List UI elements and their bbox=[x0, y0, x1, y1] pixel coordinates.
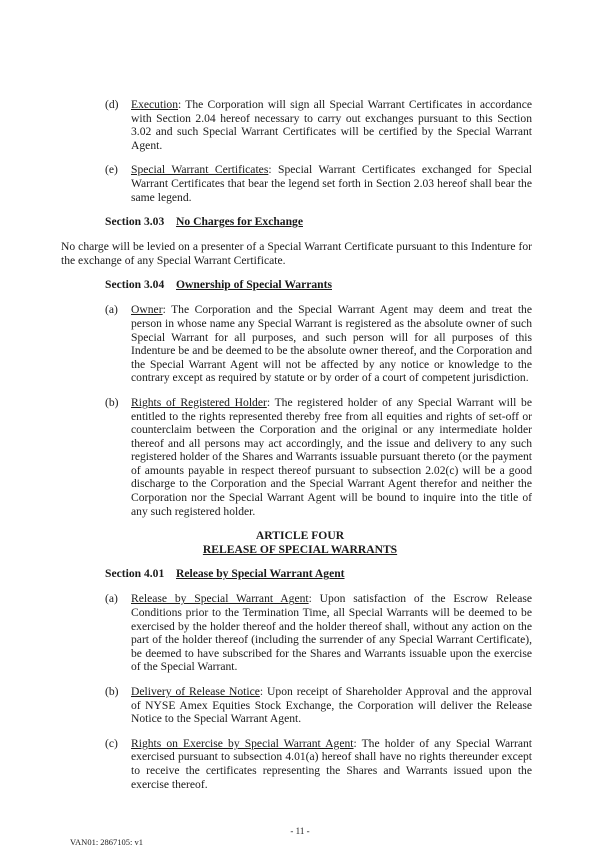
page-footer bbox=[61, 826, 532, 856]
clause-label: (e) bbox=[105, 163, 118, 177]
clause-label: (c) bbox=[105, 736, 118, 750]
clause-text: : The Corporation and the Special Warrant Agent may deem and treat the person in whose name any Special Warrant is registered as the absolute owner of such Special Warrant for all purposes, and such person will for all purposes of this Indenture be and be deemed to be the absolute owner thereof, and the Corporation and the Special Warrant Agent will not be affected by any notice or knowledge to the contrary except as required by statute or by order of a court of competent jurisdiction. bbox=[131, 303, 532, 385]
clause-a-owner bbox=[105, 303, 532, 385]
clause-b-delivery-of-release-notice bbox=[105, 685, 532, 726]
clause-text: : The registered holder of any Special Warrant will be entitled to the rights represented thereby free from all equities and rights of set-off or counterclaim between the Corporation and the original or any intermediate holder thereof and all persons may act accordingly, and the issue and delivery to any such registered holder of the Shares and Warrants issuable pursuant thereto (or the payment of amounts payable in respect thereof pursuant to subsection 2.02(c) will be a good discharge to the Corporation and the Special Warrant Agent therefor and neither the Corporation nor the Special Warrant Agent will be bound to inquire into the title of any such registered holder. bbox=[131, 395, 532, 518]
clause-label: (b) bbox=[105, 685, 119, 698]
section-3-03-heading bbox=[105, 215, 532, 229]
clause-text: : The holder of any Special Warrant exercised pursuant to subsection 4.01(a) hereof shall have no rights thereunder except to receive the certificates representing the Shares and Warrants issued upon the exercise thereof. bbox=[131, 736, 532, 791]
section-3-04-heading bbox=[105, 278, 532, 292]
section-number: Section 3.03 bbox=[105, 215, 165, 229]
clause-text: : Upon receipt of Shareholder Approval and the approval of NYSE Amex Equities Stock Exchange, the Corporation will deliver the Release Notice to the Special Warrant Agent. bbox=[131, 685, 532, 726]
section-3-03-body: No charge will be levied on a presenter of a Special Warrant Certificate pursuant to this Indenture for the exchange of any Special Warrant Certificate. bbox=[61, 240, 532, 267]
clause-e-special-warrant-certificates bbox=[105, 163, 532, 204]
clause-heading: Owner bbox=[131, 303, 163, 317]
clause-heading: Execution bbox=[131, 98, 179, 111]
section-number: Section 4.01 bbox=[105, 567, 165, 581]
clause-heading: Rights of Registered Holder bbox=[131, 395, 267, 409]
clause-label: (d) bbox=[105, 98, 119, 111]
clause-heading: Delivery of Release Notice bbox=[131, 685, 260, 698]
section-4-01-heading bbox=[105, 567, 532, 581]
clause-label: (b) bbox=[105, 395, 119, 409]
clause-heading: Special Warrant Certificates bbox=[131, 163, 269, 177]
clause-label: (a) bbox=[105, 303, 118, 317]
clause-d-execution bbox=[105, 98, 532, 152]
article-number: ARTICLE FOUR bbox=[255, 529, 345, 543]
clause-heading: Release by Special Warrant Agent bbox=[131, 592, 309, 606]
section-title: Ownership of Special Warrants bbox=[176, 278, 332, 292]
document-id: VAN01: 2867105: v1 bbox=[70, 837, 144, 848]
page-number: - 11 - bbox=[290, 826, 310, 837]
article-spacer bbox=[61, 556, 532, 567]
clause-a-release bbox=[105, 592, 532, 674]
article-title: RELEASE OF SPECIAL WARRANTS bbox=[202, 542, 398, 556]
article-title-wrap bbox=[0, 543, 600, 557]
clause-heading: Rights on Exercise by Special Warrant Agent bbox=[131, 736, 354, 750]
clause-c-rights-on-exercise bbox=[105, 737, 532, 791]
clause-text: : Special Warrant Certificates exchanged for Special Warrant Certificates that bear the legend set forth in Section 2.03 hereof shall bear the same legend. bbox=[131, 163, 532, 204]
section-title: Release by Special Warrant Agent bbox=[176, 567, 345, 581]
section-title: No Charges for Exchange bbox=[176, 215, 303, 229]
clause-text: : The Corporation will sign all Special Warrant Certificates in accordance with Section 2.04 hereof necessary to carry out exchanges pursuant to this Section 3.02 and such Special Warrant Certificates will be certified by the Special Warrant Agent. bbox=[131, 98, 532, 152]
clause-label: (a) bbox=[105, 592, 118, 606]
clause-b-rights-of-registered-holder bbox=[105, 396, 532, 518]
clause-text: : Upon satisfaction of the Escrow Release Conditions prior to the Termination Time, all Special Warrants will be deemed to be exercised by the holder thereof and the holder thereof shall, without any action on the part of the holder thereof (including the surrender of any Special Warrant Certificate), be deemed to have subscribed for the Shares and Warrants issuable upon the exercise of the Special Warrant. bbox=[131, 592, 532, 674]
section-number: Section 3.04 bbox=[105, 278, 165, 292]
